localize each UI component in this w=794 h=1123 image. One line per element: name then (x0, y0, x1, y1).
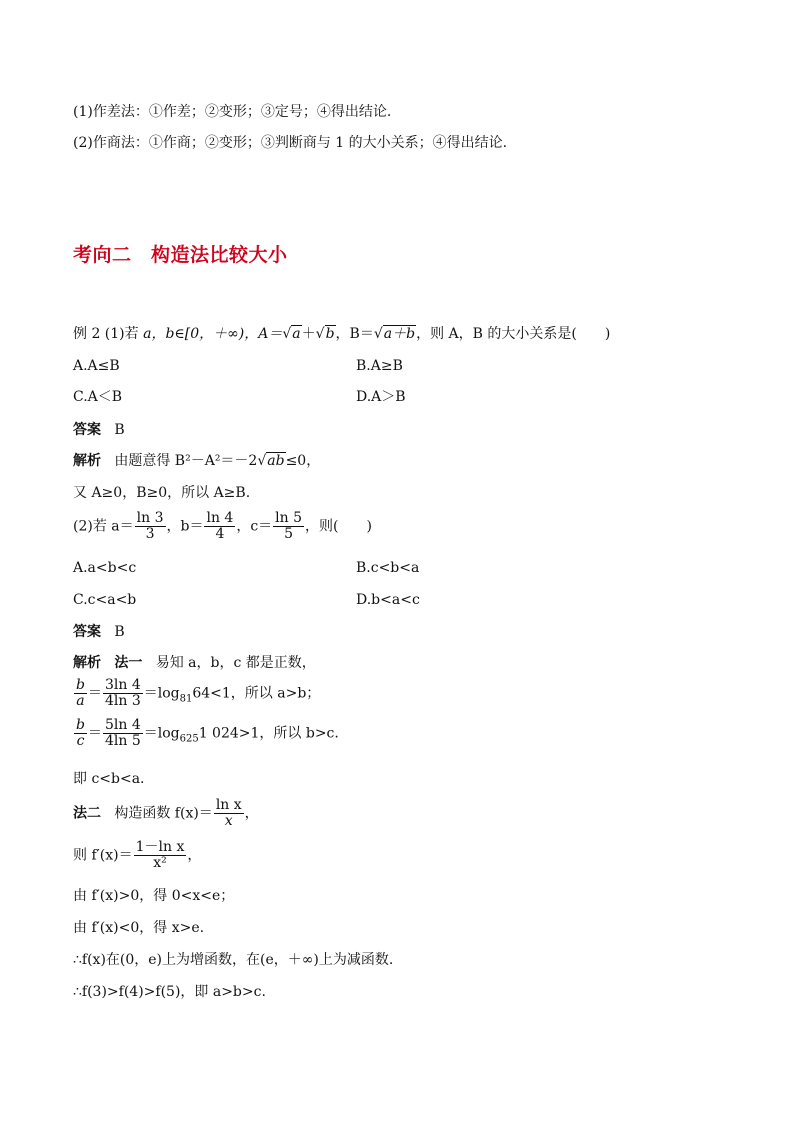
option-2a: A.a<b<c (73, 560, 137, 576)
method2-line6: ∴f(3)>f(4)>f(5)，即 a>b>c. (73, 984, 266, 1000)
example2-part2-stem: (2)若 a＝ $\frac{\ln 3}{3}$ ，b＝ $\frac{\ln 4}{4}$ ，c＝ $\frac{\ln 5}{5}$ ，则( ) (73, 510, 372, 542)
method-note-1: (1)作差法：①作差；②变形；③定号；④得出结论. (73, 104, 392, 120)
method1-conclusion: 即 c<b<a. (73, 771, 145, 787)
analysis-1-line1: 解析 由题意得 B²－A²＝－2√ab≤0， (73, 453, 321, 469)
option-2c: C.c<a<b (73, 592, 137, 608)
method-note-2: (2)作商法：①作商；②变形；③判断商与 1 的大小关系；④得出结论. (73, 135, 508, 151)
option-1d: D.A＞B (356, 389, 406, 405)
option-2d: D.b<a<c (356, 592, 420, 608)
option-1c: C.A＜B (73, 389, 123, 405)
section-heading: 考向二 构造法比较大小 (73, 244, 288, 266)
answer-2: 答案 B (73, 624, 125, 640)
option-2b: B.c<b<a (356, 560, 420, 576)
option-1b: B.A≥B (356, 358, 403, 374)
method1-ratio-ba: $\frac{b}{a}$ ＝ $\frac{3\ln 4}{4\ln 3}$ $=\log_{81}64<1$，所以 a>b； (76, 677, 321, 709)
method2-line3: 由 f′(x)>0，得 0<x<e； (73, 888, 235, 904)
method2-line5: ∴f(x)在(0，e)上为增函数，在(e，＋∞)上为减函数. (73, 952, 394, 968)
option-1a: A.A≤B (73, 358, 120, 374)
analysis-1-line2: 又 A≥0，B≥0，所以 A≥B. (73, 485, 251, 501)
analysis-2-method1: 解析 法一 易知 a，b，c 都是正数， (73, 655, 316, 671)
example2-part1-stem: 例 2 (1)若 a，b∈[0，＋∞)，A＝√a＋√b，B＝√a＋b，则 A，B 的大小关系是( ) (73, 326, 611, 342)
method2-line4: 由 f′(x)<0，得 x>e. (73, 920, 205, 936)
method2-intro: 法二 构造函数 f(x)＝ $\frac{\text{ln x}}{x}$ ， (73, 797, 259, 829)
method2-derivative: 则 f′(x)＝ $\frac{\text{1－ln x}}{\text{x²}}$ ， (73, 839, 202, 871)
answer-1: 答案 B (73, 422, 125, 438)
method1-ratio-bc: $\frac{b}{c}$ ＝ $\frac{5\ln 4}{4\ln 5}$ $=\log_{625}1$ 024>1，所以 b>c. (76, 717, 339, 749)
